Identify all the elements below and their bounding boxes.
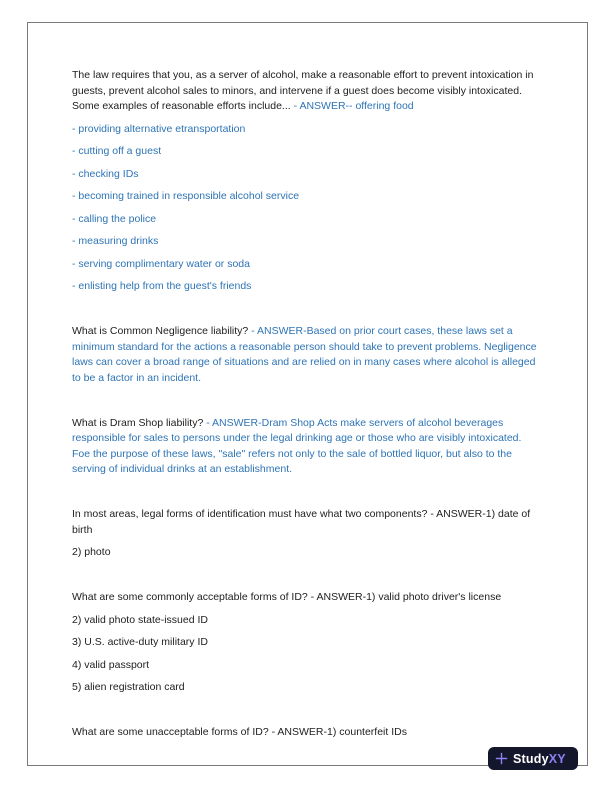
paragraph-spacer	[72, 485, 540, 508]
logo-wordmark	[513, 752, 566, 766]
answer-list-item: 3) U.S. active-duty military ID	[72, 636, 208, 648]
answer-list-item: 5) alien registration card	[72, 681, 185, 693]
plus-icon	[495, 752, 508, 765]
qa-block-2	[72, 324, 540, 386]
logo-text-xy: XY	[548, 751, 566, 766]
question-text: What is Common Negligence liability?	[72, 325, 252, 337]
paragraph-spacer	[72, 703, 540, 726]
answer-list-item: - cutting off a guest	[72, 145, 162, 157]
question-text: What is Dram Shop liability?	[72, 416, 207, 429]
answer-list-item: - providing alternative etransportation	[72, 122, 246, 135]
answer-text: - ANSWER-Dram Shop Acts make servers of alcohol beverages responsible for sales to persons under the legal drinking age or those who are visibly intoxicated. Foe the purpose of these laws, "sale" refers not only to the sale of bottled liquor, but also to the serving of individual drinks at an establishment.	[72, 416, 522, 475]
answer-list-item: 4) valid passport	[72, 658, 150, 671]
qa-block-4-line-2: 2) photo	[72, 546, 111, 558]
answer-text: - ANSWER-Based on prior court cases, these laws set a minimum standard for the actions a reasonable person should take to prevent problems. Negligence laws can cover a broad range of situations and are relied on in many cases where alcohol is alleged to be a factor in an incident.	[72, 325, 537, 384]
paragraph-spacer	[72, 393, 540, 416]
qa-block-3	[72, 416, 540, 478]
qa-block-6-line-1: What are some unacceptable forms of ID? - ANSWER-1) counterfeit IDs	[72, 726, 407, 738]
answer-text: - ANSWER-- offering food	[293, 100, 414, 112]
paragraph-spacer	[72, 568, 540, 591]
answer-list-item: - becoming trained in responsible alcohol service	[72, 190, 300, 202]
qa-block-4-line-1: In most areas, legal forms of identification must have what two components? - ANSWER-1) date of birth	[72, 508, 531, 536]
answer-list-item: - enlisting help from the guest's friends	[72, 280, 252, 292]
answer-list-item: - serving complimentary water or soda	[72, 257, 250, 270]
answer-list-item: - calling the police	[72, 212, 157, 225]
logo-text-study: Study	[513, 751, 549, 766]
qa-block-1	[72, 68, 540, 115]
answer-list-item: - checking IDs	[72, 167, 139, 180]
studyxy-logo	[488, 747, 578, 770]
answer-list-item: 2) valid photo state-issued ID	[72, 613, 208, 626]
qa-block-5-line-1: What are some commonly acceptable forms of ID? - ANSWER-1) valid photo driver's license	[72, 591, 502, 603]
answer-list-item: - measuring drinks	[72, 235, 159, 247]
document-content	[72, 68, 540, 748]
question-text: The law requires that you, as a server of alcohol, make a reasonable effort to prevent intoxication in guests, prevent alcohol sales to minors, and intervene if a guest does become visibly intoxicated. Some examples of reasonable efforts include...	[72, 69, 534, 112]
paragraph-spacer	[72, 302, 540, 325]
